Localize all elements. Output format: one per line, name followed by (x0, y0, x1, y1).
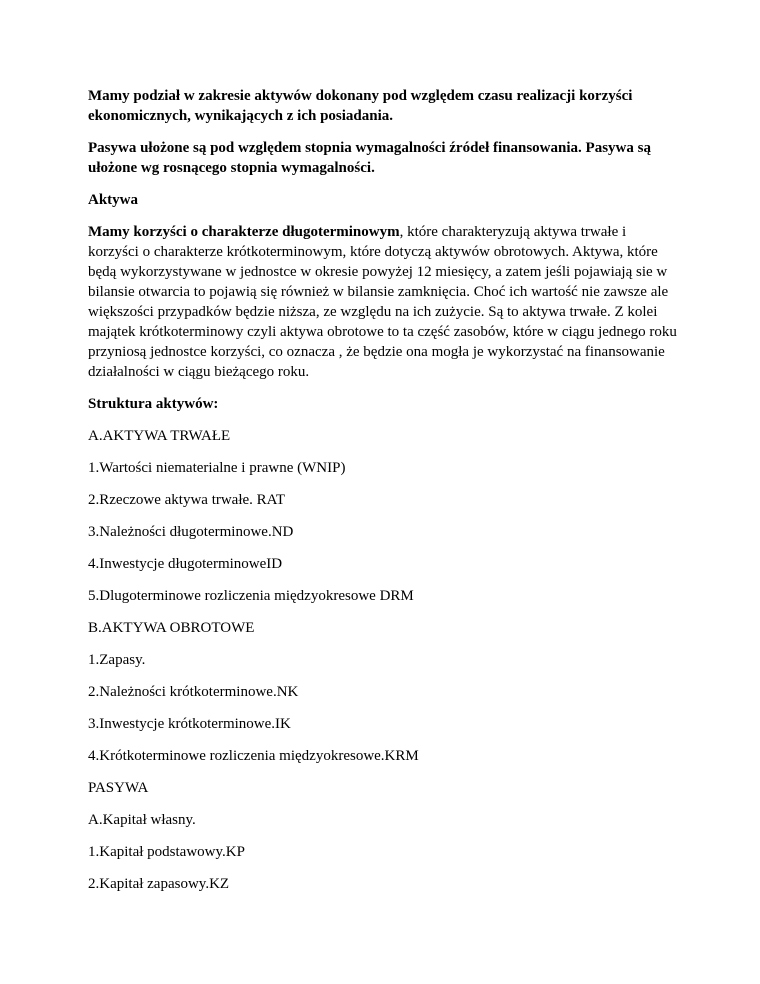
list-item: 2.Kapitał zapasowy.KZ (88, 876, 230, 892)
list-item: 1.Wartości niematerialne i prawne (WNIP) (88, 460, 346, 476)
list-item: 4.Krótkoterminowe rozliczenia międzyokresowe.KRM (88, 748, 419, 764)
list-item: A.Kapitał własny. (88, 812, 196, 828)
list-item: 2.Rzeczowe aktywa trwałe. RAT (88, 492, 286, 508)
aktywa-paragraph-bold: Mamy korzyści o charakterze długoterminowym (88, 224, 400, 240)
document-body (88, 86, 678, 906)
list-item: 3.Inwestycje krótkoterminowe.IK (88, 716, 291, 732)
list-item: A.AKTYWA TRWAŁE (88, 428, 231, 444)
list-item: 1.Kapitał podstawowy.KP (88, 844, 245, 860)
list-item: B.AKTYWA OBROTOWE (88, 620, 255, 636)
intro-paragraph: Mamy podział w zakresie aktywów dokonany pod względem czasu realizacji korzyści ekonomicznych, wynikających z ich posiadania. (88, 88, 633, 124)
aktywa-heading: Aktywa (88, 192, 139, 208)
list-item: PASYWA (88, 780, 149, 796)
pasywa-paragraph: Pasywa ułożone są pod względem stopnia wymagalności źródeł finansowania. Pasywa są ułożone wg rosnącego stopnia wymagalności. (88, 140, 651, 176)
aktywa-paragraph (88, 222, 678, 382)
list-item: 2.Należności krótkoterminowe.NK (88, 684, 299, 700)
struktura-heading: Struktura aktywów: (88, 396, 219, 412)
aktywa-paragraph-text: , które charakteryzują aktywa trwałe i korzyści o charakterze krótkoterminowym, które dotyczą aktywów obrotowych. Aktywa, które będą wykorzystywane w jednostce w okresie powyżej 12 miesięcy, a zatem jeśli pojawiają sie w bilansie otwarcia to pojawią się również w bilansie zamknięcia. Choć ich wartość nie zawsze ale większości przypadków będzie niższa, ze względu na ich zużycie. Są to aktywa trwałe. Z kolei majątek krótkoterminowy czyli aktywa obrotowe to ta część zasobów, które w ciągu jednego roku przyniosą jednostce korzyści, co oznacza , że będzie ona mogła je wykorzystać na finansowanie działalności w ciągu bieżącego roku. (88, 224, 677, 380)
list-item: 5.Dlugoterminowe rozliczenia międzyokresowe DRM (88, 588, 414, 604)
list-item: 1.Zapasy. (88, 652, 146, 668)
list-item: 4.Inwestycje długoterminoweID (88, 556, 283, 572)
list-item: 3.Należności długoterminowe.ND (88, 524, 294, 540)
